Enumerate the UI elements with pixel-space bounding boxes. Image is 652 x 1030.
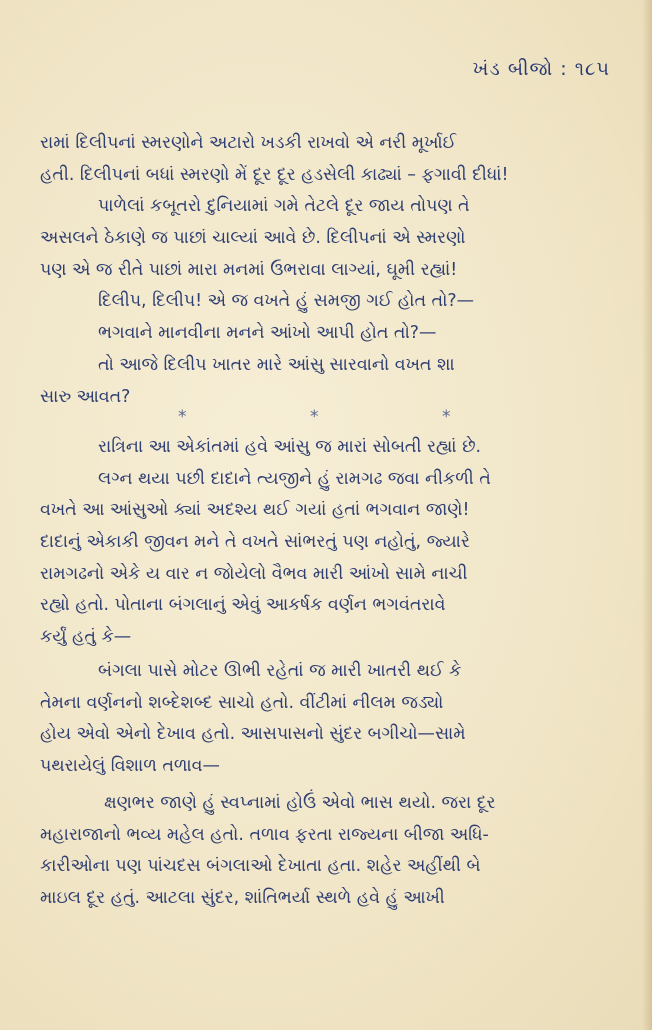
- text-line: લગ્ન થયા પછી દાદાને ત્યજીને હું રામગઢ જવા નીકળી તે: [98, 468, 491, 489]
- separator-star: *: [310, 407, 319, 427]
- text-line: રામગઢનો એકે ય વાર ન જોયેલો વૈભવ મારી આંખો સામે નાચી: [40, 563, 468, 584]
- text-line: રાત્રિના આ એકાંતમાં હવે આંસુ જ મારાં સોબતી રહ્યાં છે.: [98, 437, 482, 457]
- text-line: વખતે આ આંસુઓ ક્યાં અદશ્ય થઈ ગયાં હતાં ભગવાન જાણે!: [40, 500, 470, 521]
- text-line: તેમના વર્ણનનો શબ્દેશબ્દ સાચો હતો. વીંટીમાં નીલમ જડ્યો: [40, 692, 444, 713]
- text-line: હોય એવો એનો દેખાવ હતો. આસપાસનો સુંદર બગીચો—સામે: [40, 724, 466, 745]
- text-line: કર્યું હતું કે—: [40, 627, 132, 648]
- text-line: રહ્યો હતો. પોતાના બંગલાનું એવું આકર્ષક વર્ણન ભગવંતરાવે: [40, 595, 446, 616]
- text-line: કારીઓના પણ પાંચદસ બંગલાઓ દેખાતા હતા. શહેર અહીંથી બે: [40, 856, 481, 877]
- running-head: ખંડ બીજો : ૧૮૫: [472, 58, 610, 80]
- paragraph-block-2: [40, 432, 612, 654]
- text-line: પણ એ જ રીતે પાછાં મારા મનમાં ઉભરાવા લાગ્યાં, ઘૂમી રહ્યાં!: [40, 259, 458, 280]
- text-line: મહારાજાનો ભવ્ય મહેલ હતો. તળાવ ફરતા રાજ્યના બીજા અધિ-: [40, 824, 489, 845]
- text-line: અસલને ઠેકાણે જ પાછાં ચાલ્યાં આવે છે. દિલીપનાં એ સ્મરણો: [40, 228, 466, 249]
- separator-star: *: [178, 407, 187, 427]
- text-line: માઇલ દૂર હતું. આટલા સુંદર, શાંતિભર્યા સ્થળે હવે હું આખી: [40, 888, 445, 909]
- text-line: રામાં દિલીપનાં સ્મરણોને અટારો ખડકી રાખવો એ નરી મૂર્ખાઈ: [40, 133, 457, 153]
- text-line: બંગલા પાસે મોટર ઊભી રહેતાં જ મારી ખાતરી થઈ કે: [98, 661, 462, 681]
- text-line: હતી. દિલીપનાં બધાં સ્મરણો મેં દૂર દૂર હડસેલી કાઢ્યાં – ફગાવી દીધાં!: [40, 164, 509, 185]
- text-line: પથરાયેલું વિશાળ તળાવ—: [40, 756, 220, 777]
- text-line: સારુ આવત?: [40, 386, 131, 407]
- paragraph-block-3: [40, 656, 612, 783]
- paragraph-block-4: [40, 788, 612, 915]
- separator-star: *: [442, 407, 451, 427]
- text-line: ભગવાને માનવીના મનને આંખો આપી હોત તો?—: [98, 323, 437, 344]
- text-line: તો આજે દિલીપ ખાતર મારે આંસુ સારવાનો વખત શા: [98, 354, 455, 375]
- text-line: પાળેલાં કબૂતરો દુનિયામાં ગમે તેટલે દૂર જાય તોપણ તે: [98, 196, 470, 217]
- page-edge-shadow: [642, 0, 652, 1030]
- text-line: ક્ષણભર જાણે હું સ્વપ્નામાં હોઉં એવો ભાસ થયો. જરા દૂર: [104, 793, 496, 813]
- text-line: દિલીપ, દિલીપ! એ જ વખતે હું સમજી ગઈ હોત તો?—: [98, 291, 475, 312]
- text-line: દાદાનું એકાકી જીવન મને તે વખતે સાંભરતું પણ નહોતું, જ્યારે: [40, 532, 470, 553]
- paragraph-block-1: [40, 128, 612, 413]
